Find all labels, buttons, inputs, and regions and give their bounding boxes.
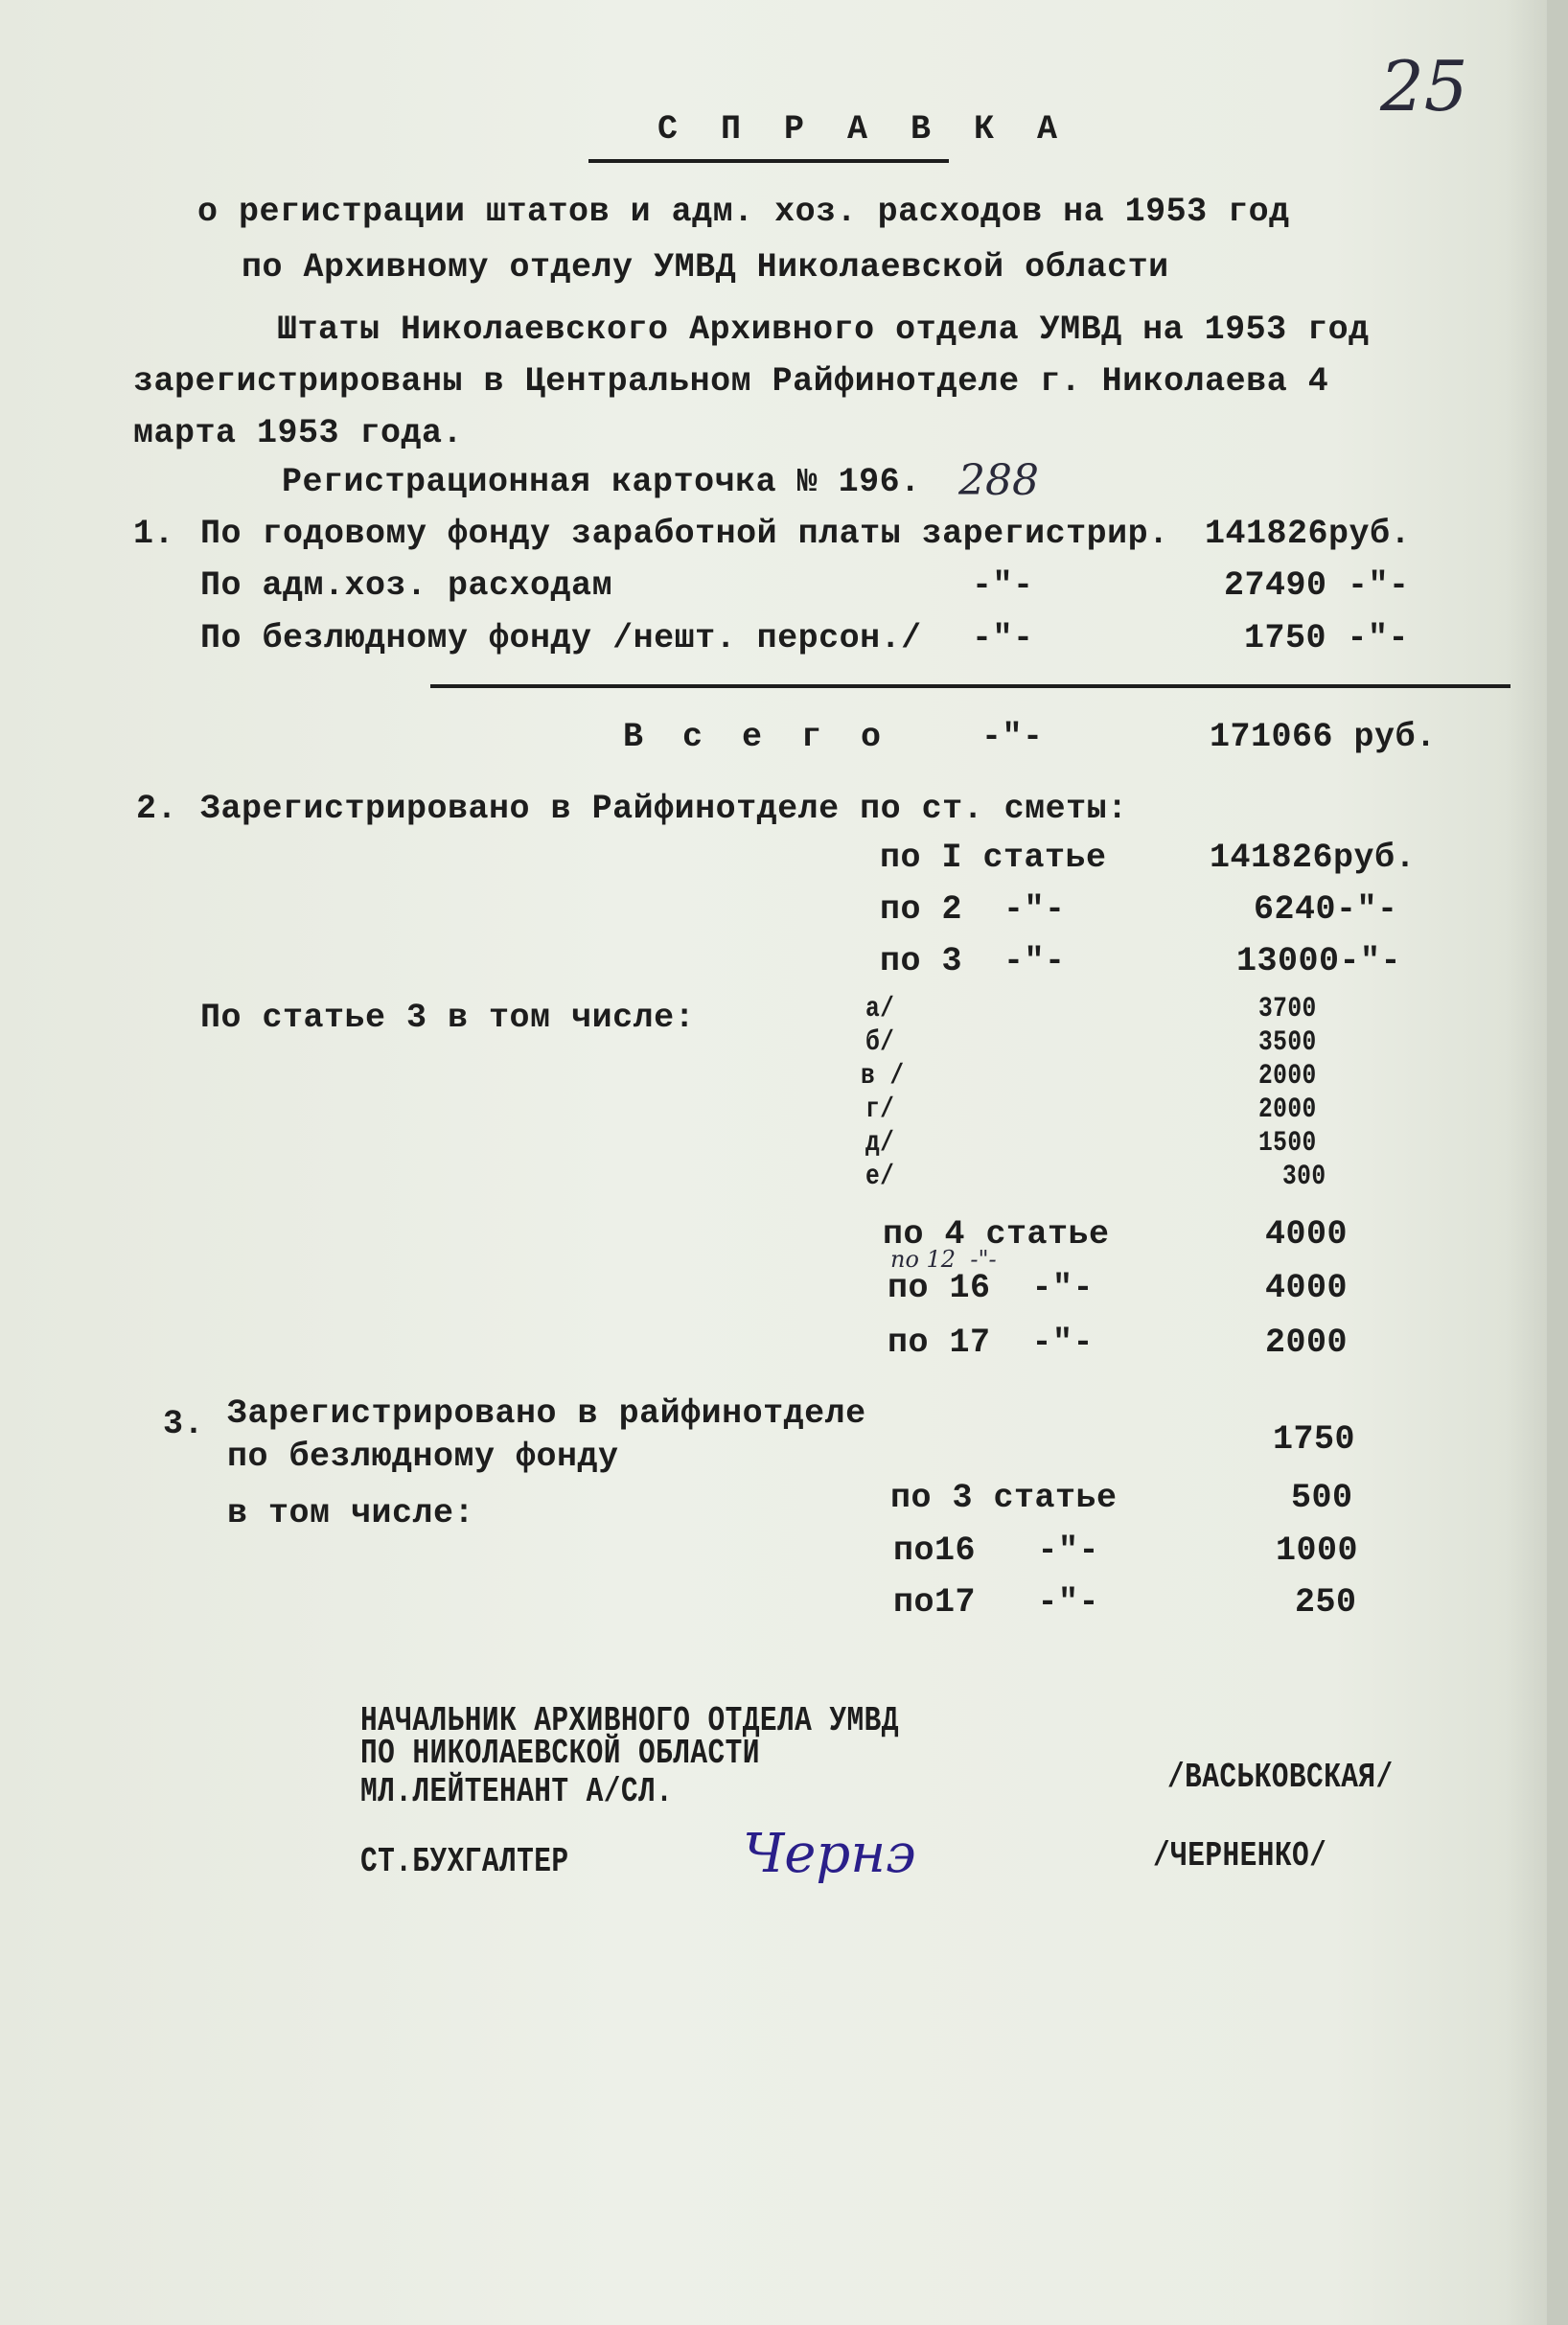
article-amount: 141826руб. xyxy=(1210,839,1417,877)
section1-row-label: По годовому фонду заработной платы зарегистрир. xyxy=(200,515,1169,553)
article-label: по 17 -"- xyxy=(888,1324,1095,1362)
total-label: В с е г о xyxy=(623,718,891,756)
section2-heading: Зарегистрировано в Райфинотделе по ст. сметы: xyxy=(200,790,1128,828)
chief-name: /ВАСЬКОВСКАЯ/ xyxy=(1167,1758,1394,1797)
article3-item-amount: 3700 xyxy=(1258,993,1317,1025)
handwritten-article-note: по 12 -"- xyxy=(890,1246,997,1273)
article3-item-amount: 2000 xyxy=(1258,1093,1317,1126)
registration-card-handwritten: 288 xyxy=(958,456,1039,505)
section1-row-label: По адм.хоз. расходам xyxy=(200,566,613,605)
section3-item-amount: 1000 xyxy=(1276,1531,1359,1570)
article3-item-amount: 2000 xyxy=(1258,1060,1317,1093)
document-title: С П Р А В К А xyxy=(657,110,1070,149)
total-amount: 171066 руб. xyxy=(1210,718,1437,756)
section3-item-label: по 3 статье xyxy=(890,1479,1118,1517)
registration-card-label: Регистрационная карточка № 196. xyxy=(282,463,921,501)
article3-item-amount: 3500 xyxy=(1258,1026,1317,1059)
section3-item-amount: 250 xyxy=(1295,1583,1357,1622)
section1-row-amount: 141826руб. xyxy=(1205,515,1412,553)
subtitle-line-1: о регистрации штатов и адм. хоз. расходов на 1953 год xyxy=(197,193,1290,231)
article-label: по 3 -"- xyxy=(880,942,1066,980)
section3-item-label: по17 -"- xyxy=(893,1583,1100,1622)
article-amount: 2000 xyxy=(1265,1324,1349,1362)
article-label: по 4 статье xyxy=(883,1215,1110,1254)
section3-heading-line: Зарегистрировано в райфинотделе xyxy=(227,1394,866,1433)
page-edge-shadow xyxy=(1547,0,1568,2325)
accountant-title: СТ.БУХГАЛТЕР xyxy=(360,1842,569,1881)
intro-line-1: Штаты Николаевского Архивного отдела УМВД на 1953 год xyxy=(277,311,1370,349)
article-amount: 4000 xyxy=(1265,1269,1349,1307)
article-label: по 16 -"- xyxy=(888,1269,1095,1307)
total-ditto: -"- xyxy=(981,718,1044,756)
article-amount: 13000-"- xyxy=(1236,942,1402,980)
section3-item-amount: 500 xyxy=(1291,1479,1353,1517)
article3-item-label: г/ xyxy=(865,1093,895,1126)
section3-item-label: по16 -"- xyxy=(893,1531,1100,1570)
intro-line-3: марта 1953 года. xyxy=(133,414,464,452)
total-rule xyxy=(430,684,1510,688)
article3-item-amount: 300 xyxy=(1282,1161,1326,1193)
article3-item-amount: 1500 xyxy=(1258,1127,1317,1160)
section1-row-ditto: -"- xyxy=(972,619,1034,657)
article-label: по 2 -"- xyxy=(880,890,1066,929)
article3-item-label: а/ xyxy=(865,993,895,1025)
section1-row-label: По безлюдному фонду /нешт. персон./ xyxy=(200,619,922,657)
article-amount: 4000 xyxy=(1265,1215,1349,1254)
accountant-signature: Чернэ xyxy=(743,1823,916,1885)
section1-row-amount: 27490 -"- xyxy=(1224,566,1410,605)
accountant-name: /ЧЕРНЕНКО/ xyxy=(1153,1836,1327,1876)
section3-including-label: в том числе: xyxy=(227,1494,475,1532)
article-label: по I статье xyxy=(880,839,1107,877)
section1-row-ditto: -"- xyxy=(972,566,1034,605)
article-amount: 6240-"- xyxy=(1254,890,1398,929)
chief-title-line: НАЧАЛЬНИК АРХИВНОГО ОТДЕЛА УМВД xyxy=(360,1701,899,1740)
title-underline xyxy=(588,159,949,163)
intro-line-2: зарегистрированы в Центральном Райфинотделе г. Николаева 4 xyxy=(133,362,1329,401)
article3-item-label: в / xyxy=(861,1060,905,1093)
handwritten-page-number: 25 xyxy=(1380,46,1468,127)
section1-number: 1. xyxy=(133,515,175,553)
section3-heading-line: по безлюдному фонду xyxy=(227,1438,619,1476)
section2-number: 2. xyxy=(136,790,178,828)
section1-row-amount: 1750 -"- xyxy=(1244,619,1410,657)
article3-item-label: б/ xyxy=(865,1026,895,1059)
article3-item-label: е/ xyxy=(865,1161,895,1193)
chief-title-line: ПО НИКОЛАЕВСКОЙ ОБЛАСТИ xyxy=(360,1734,760,1773)
article3-label: По статье 3 в том числе: xyxy=(200,999,696,1037)
article3-item-label: д/ xyxy=(865,1127,895,1160)
section3-total: 1750 xyxy=(1273,1420,1356,1459)
chief-title-line: МЛ.ЛЕЙТЕНАНТ А/СЛ. xyxy=(360,1772,674,1811)
subtitle-line-2: по Архивному отделу УМВД Николаевской области xyxy=(242,248,1169,287)
section3-number: 3. xyxy=(163,1405,205,1443)
